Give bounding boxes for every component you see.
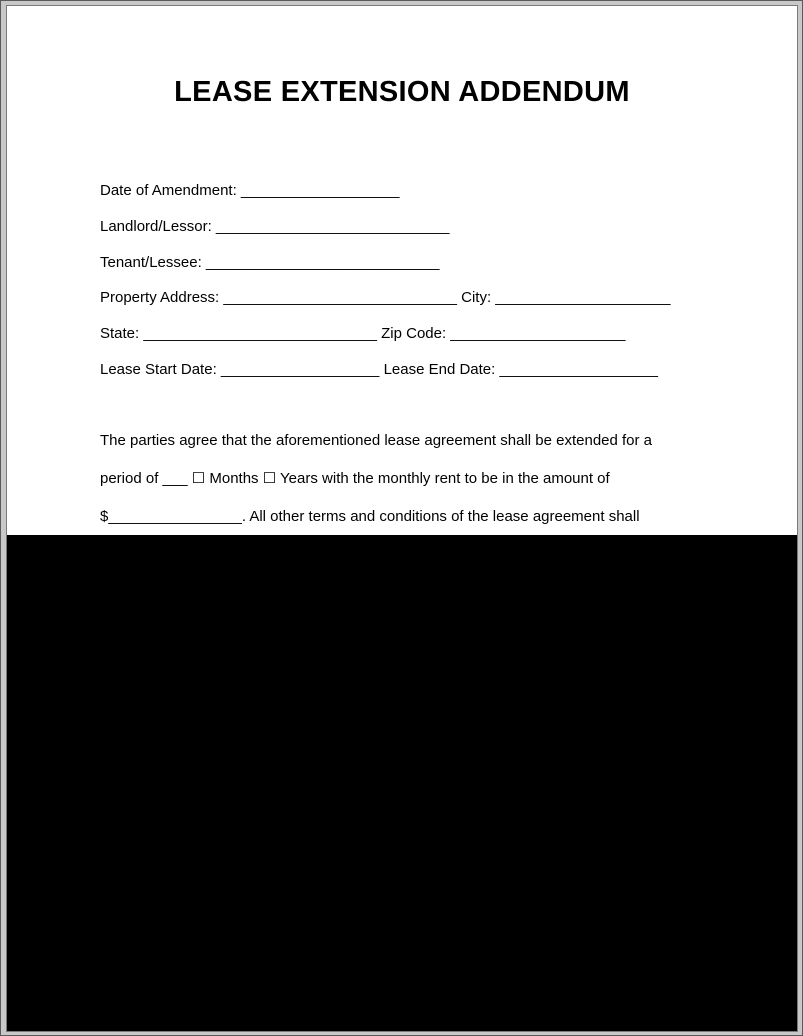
document-page	[6, 5, 798, 1032]
property-address-city-field: Property Address: ____________________________ City: _____________________	[100, 289, 671, 306]
document-title: LEASE EXTENSION ADDENDUM	[174, 76, 630, 108]
state-zip-field: State: ____________________________ Zip Code: _____________________	[100, 325, 626, 342]
landlord-field: Landlord/Lessor: ____________________________	[100, 218, 450, 235]
tenant-field: Tenant/Lessee: ____________________________	[100, 254, 440, 271]
date-of-amendment-field: Date of Amendment: ___________________	[100, 182, 400, 199]
body-paragraph-line-1: The parties agree that the aforementioned lease agreement shall be extended for a	[100, 432, 653, 449]
body-paragraph-line-3: $________________. All other terms and conditions of the lease agreement shall	[100, 508, 640, 525]
body-paragraph-line-2: period of ___ ☐ Months ☐ Years with the monthly rent to be in the amount of	[100, 470, 610, 487]
lease-dates-field: Lease Start Date: ___________________ Lease End Date: ___________________	[100, 361, 658, 378]
redacted-area	[7, 535, 797, 1032]
